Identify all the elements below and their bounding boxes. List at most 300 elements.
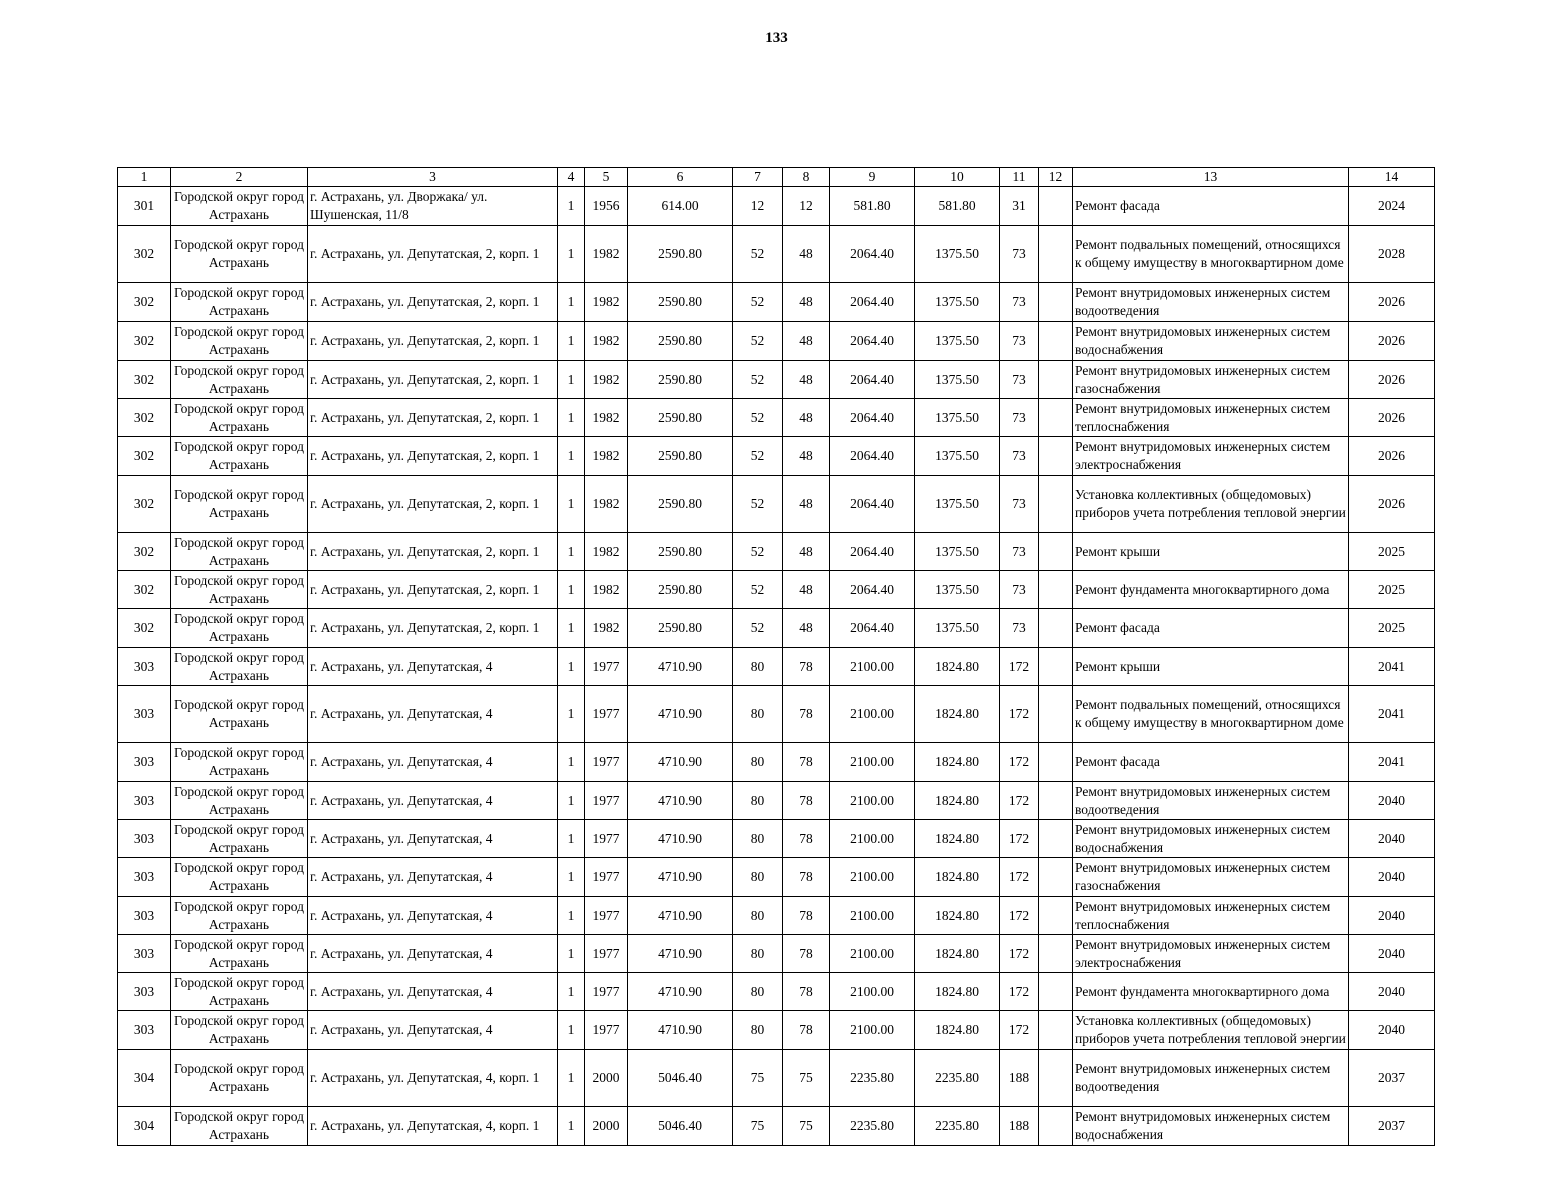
plan-year-cell: 2026 — [1349, 322, 1435, 361]
work-type-cell: Ремонт фундамента многоквартирного дома — [1073, 973, 1349, 1011]
col11-cell: 172 — [1000, 935, 1039, 973]
col11-cell: 172 — [1000, 648, 1039, 686]
work-type-cell: Ремонт внутридомовых инженерных систем электроснабжения — [1073, 935, 1349, 973]
area-total-cell: 4710.90 — [628, 858, 733, 897]
area-total-cell: 2590.80 — [628, 226, 733, 283]
municipality-cell: Городской округ город Астрахань — [171, 476, 308, 533]
col4-cell: 1 — [558, 399, 585, 437]
col10-cell: 1375.50 — [915, 322, 1000, 361]
col10-cell: 1375.50 — [915, 399, 1000, 437]
id-cell: 304 — [118, 1050, 171, 1107]
year-cell: 1982 — [585, 609, 628, 648]
col12-cell — [1039, 399, 1073, 437]
table-row — [118, 571, 1435, 609]
address-cell: г. Астрахань, ул. Депутатская, 4, корп. 1 — [308, 1107, 558, 1146]
municipality-cell: Городской округ город Астрахань — [171, 533, 308, 571]
id-cell: 302 — [118, 476, 171, 533]
col4-cell: 1 — [558, 571, 585, 609]
col11-cell: 73 — [1000, 571, 1039, 609]
col4-cell: 1 — [558, 1011, 585, 1050]
col9-cell: 2064.40 — [830, 437, 915, 476]
col10-cell: 1375.50 — [915, 609, 1000, 648]
header-cell: 9 — [830, 168, 915, 187]
table-row — [118, 1107, 1435, 1146]
plan-year-cell: 2041 — [1349, 686, 1435, 743]
id-cell: 303 — [118, 973, 171, 1011]
table-row — [118, 399, 1435, 437]
address-cell: г. Астрахань, ул. Депутатская, 4 — [308, 782, 558, 820]
col7-cell: 80 — [733, 782, 783, 820]
col4-cell: 1 — [558, 858, 585, 897]
col9-cell: 2064.40 — [830, 322, 915, 361]
col4-cell: 1 — [558, 476, 585, 533]
year-cell: 1977 — [585, 935, 628, 973]
year-cell: 1977 — [585, 686, 628, 743]
id-cell: 301 — [118, 187, 171, 226]
municipality-cell: Городской округ город Астрахань — [171, 743, 308, 782]
year-cell: 1977 — [585, 1011, 628, 1050]
work-type-cell: Ремонт внутридомовых инженерных систем теплоснабжения — [1073, 399, 1349, 437]
municipality-cell: Городской округ город Астрахань — [171, 187, 308, 226]
address-cell: г. Астрахань, ул. Депутатская, 4 — [308, 743, 558, 782]
work-type-cell: Ремонт фундамента многоквартирного дома — [1073, 571, 1349, 609]
year-cell: 1977 — [585, 820, 628, 858]
col7-cell: 52 — [733, 322, 783, 361]
plan-year-cell: 2026 — [1349, 476, 1435, 533]
municipality-cell: Городской округ город Астрахань — [171, 283, 308, 322]
col10-cell: 1824.80 — [915, 820, 1000, 858]
col4-cell: 1 — [558, 1107, 585, 1146]
col9-cell: 2100.00 — [830, 686, 915, 743]
col12-cell — [1039, 533, 1073, 571]
col7-cell: 80 — [733, 973, 783, 1011]
col9-cell: 2064.40 — [830, 283, 915, 322]
col12-cell — [1039, 226, 1073, 283]
table-row — [118, 686, 1435, 743]
col10-cell: 1824.80 — [915, 648, 1000, 686]
year-cell: 1982 — [585, 322, 628, 361]
col11-cell: 188 — [1000, 1050, 1039, 1107]
col12-cell — [1039, 1107, 1073, 1146]
col8-cell: 78 — [783, 973, 830, 1011]
col12-cell — [1039, 322, 1073, 361]
id-cell: 303 — [118, 858, 171, 897]
col9-cell: 2064.40 — [830, 361, 915, 399]
col7-cell: 80 — [733, 858, 783, 897]
municipality-cell: Городской округ город Астрахань — [171, 361, 308, 399]
id-cell: 302 — [118, 571, 171, 609]
col4-cell: 1 — [558, 533, 585, 571]
col8-cell: 78 — [783, 686, 830, 743]
col11-cell: 172 — [1000, 897, 1039, 935]
col10-cell: 1375.50 — [915, 361, 1000, 399]
table-row — [118, 226, 1435, 283]
id-cell: 302 — [118, 609, 171, 648]
col8-cell: 48 — [783, 571, 830, 609]
col12-cell — [1039, 187, 1073, 226]
col4-cell: 1 — [558, 437, 585, 476]
year-cell: 1982 — [585, 226, 628, 283]
header-cell: 12 — [1039, 168, 1073, 187]
col12-cell — [1039, 1011, 1073, 1050]
works-table — [117, 167, 1435, 1146]
table-row — [118, 283, 1435, 322]
col7-cell: 52 — [733, 609, 783, 648]
year-cell: 1982 — [585, 476, 628, 533]
col11-cell: 73 — [1000, 437, 1039, 476]
table-row — [118, 533, 1435, 571]
work-type-cell: Установка коллективных (общедомовых) приборов учета потребления тепловой энергии — [1073, 476, 1349, 533]
work-type-cell: Ремонт фасада — [1073, 743, 1349, 782]
municipality-cell: Городской округ город Астрахань — [171, 648, 308, 686]
address-cell: г. Астрахань, ул. Депутатская, 2, корп. 1 — [308, 226, 558, 283]
area-total-cell: 4710.90 — [628, 897, 733, 935]
col9-cell: 2100.00 — [830, 782, 915, 820]
col8-cell: 48 — [783, 399, 830, 437]
plan-year-cell: 2040 — [1349, 897, 1435, 935]
id-cell: 303 — [118, 648, 171, 686]
col12-cell — [1039, 1050, 1073, 1107]
work-type-cell: Ремонт внутридомовых инженерных систем водоотведения — [1073, 1050, 1349, 1107]
work-type-cell: Ремонт внутридомовых инженерных систем газоснабжения — [1073, 858, 1349, 897]
col9-cell: 2064.40 — [830, 533, 915, 571]
area-total-cell: 4710.90 — [628, 1011, 733, 1050]
plan-year-cell: 2040 — [1349, 1011, 1435, 1050]
address-cell: г. Астрахань, ул. Депутатская, 2, корп. 1 — [308, 476, 558, 533]
col10-cell: 1824.80 — [915, 935, 1000, 973]
plan-year-cell: 2025 — [1349, 609, 1435, 648]
col8-cell: 75 — [783, 1107, 830, 1146]
year-cell: 2000 — [585, 1050, 628, 1107]
area-total-cell: 4710.90 — [628, 686, 733, 743]
col11-cell: 172 — [1000, 858, 1039, 897]
col12-cell — [1039, 686, 1073, 743]
area-total-cell: 2590.80 — [628, 437, 733, 476]
work-type-cell: Ремонт крыши — [1073, 648, 1349, 686]
id-cell: 303 — [118, 897, 171, 935]
col9-cell: 2100.00 — [830, 935, 915, 973]
col7-cell: 52 — [733, 283, 783, 322]
col10-cell: 1375.50 — [915, 533, 1000, 571]
year-cell: 1982 — [585, 437, 628, 476]
col10-cell: 1375.50 — [915, 283, 1000, 322]
address-cell: г. Астрахань, ул. Депутатская, 4 — [308, 1011, 558, 1050]
col7-cell: 80 — [733, 1011, 783, 1050]
col9-cell: 2100.00 — [830, 1011, 915, 1050]
area-total-cell: 4710.90 — [628, 820, 733, 858]
col10-cell: 2235.80 — [915, 1107, 1000, 1146]
area-total-cell: 2590.80 — [628, 361, 733, 399]
table-header-row — [118, 168, 1435, 187]
address-cell: г. Астрахань, ул. Депутатская, 2, корп. 1 — [308, 571, 558, 609]
col7-cell: 52 — [733, 399, 783, 437]
area-total-cell: 4710.90 — [628, 648, 733, 686]
municipality-cell: Городской округ город Астрахань — [171, 820, 308, 858]
year-cell: 1977 — [585, 897, 628, 935]
address-cell: г. Астрахань, ул. Депутатская, 2, корп. 1 — [308, 399, 558, 437]
plan-year-cell: 2041 — [1349, 648, 1435, 686]
area-total-cell: 2590.80 — [628, 476, 733, 533]
year-cell: 1982 — [585, 361, 628, 399]
col4-cell: 1 — [558, 820, 585, 858]
plan-year-cell: 2040 — [1349, 820, 1435, 858]
municipality-cell: Городской округ город Астрахань — [171, 686, 308, 743]
address-cell: г. Астрахань, ул. Депутатская, 4 — [308, 858, 558, 897]
header-cell: 5 — [585, 168, 628, 187]
table-row — [118, 437, 1435, 476]
year-cell: 1977 — [585, 782, 628, 820]
table-row — [118, 858, 1435, 897]
address-cell: г. Астрахань, ул. Депутатская, 4 — [308, 686, 558, 743]
col10-cell: 1824.80 — [915, 686, 1000, 743]
year-cell: 1956 — [585, 187, 628, 226]
header-cell: 3 — [308, 168, 558, 187]
col7-cell: 52 — [733, 533, 783, 571]
work-type-cell: Установка коллективных (общедомовых) приборов учета потребления тепловой энергии — [1073, 1011, 1349, 1050]
col8-cell: 12 — [783, 187, 830, 226]
id-cell: 302 — [118, 226, 171, 283]
col11-cell: 73 — [1000, 361, 1039, 399]
area-total-cell: 4710.90 — [628, 782, 733, 820]
col4-cell: 1 — [558, 187, 585, 226]
col10-cell: 1375.50 — [915, 437, 1000, 476]
year-cell: 1977 — [585, 743, 628, 782]
plan-year-cell: 2040 — [1349, 973, 1435, 1011]
col9-cell: 2100.00 — [830, 897, 915, 935]
municipality-cell: Городской округ город Астрахань — [171, 973, 308, 1011]
municipality-cell: Городской округ город Астрахань — [171, 858, 308, 897]
col4-cell: 1 — [558, 322, 585, 361]
col9-cell: 581.80 — [830, 187, 915, 226]
header-cell: 14 — [1349, 168, 1435, 187]
col9-cell: 2100.00 — [830, 648, 915, 686]
address-cell: г. Астрахань, ул. Депутатская, 2, корп. 1 — [308, 283, 558, 322]
table-row — [118, 935, 1435, 973]
col10-cell: 2235.80 — [915, 1050, 1000, 1107]
col11-cell: 73 — [1000, 226, 1039, 283]
year-cell: 1977 — [585, 973, 628, 1011]
id-cell: 302 — [118, 533, 171, 571]
col10-cell: 1824.80 — [915, 897, 1000, 935]
table-row — [118, 322, 1435, 361]
col11-cell: 73 — [1000, 283, 1039, 322]
address-cell: г. Астрахань, ул. Депутатская, 4 — [308, 897, 558, 935]
id-cell: 302 — [118, 322, 171, 361]
work-type-cell: Ремонт фасада — [1073, 609, 1349, 648]
municipality-cell: Городской округ город Астрахань — [171, 399, 308, 437]
header-cell: 2 — [171, 168, 308, 187]
year-cell: 1982 — [585, 399, 628, 437]
col11-cell: 172 — [1000, 1011, 1039, 1050]
plan-year-cell: 2037 — [1349, 1107, 1435, 1146]
col11-cell: 172 — [1000, 820, 1039, 858]
plan-year-cell: 2040 — [1349, 858, 1435, 897]
col12-cell — [1039, 437, 1073, 476]
plan-year-cell: 2026 — [1349, 283, 1435, 322]
col12-cell — [1039, 973, 1073, 1011]
col7-cell: 52 — [733, 361, 783, 399]
col12-cell — [1039, 571, 1073, 609]
col11-cell: 73 — [1000, 399, 1039, 437]
plan-year-cell: 2028 — [1349, 226, 1435, 283]
work-type-cell: Ремонт внутридомовых инженерных систем водоснабжения — [1073, 1107, 1349, 1146]
col12-cell — [1039, 609, 1073, 648]
municipality-cell: Городской округ город Астрахань — [171, 437, 308, 476]
col11-cell: 73 — [1000, 533, 1039, 571]
plan-year-cell: 2026 — [1349, 361, 1435, 399]
address-cell: г. Астрахань, ул. Дворжака/ ул. Шушенская, 11/8 — [308, 187, 558, 226]
col11-cell: 172 — [1000, 973, 1039, 1011]
col12-cell — [1039, 897, 1073, 935]
id-cell: 302 — [118, 283, 171, 322]
col10-cell: 1824.80 — [915, 1011, 1000, 1050]
col9-cell: 2064.40 — [830, 226, 915, 283]
col9-cell: 2064.40 — [830, 399, 915, 437]
header-cell: 13 — [1073, 168, 1349, 187]
col4-cell: 1 — [558, 283, 585, 322]
col9-cell: 2100.00 — [830, 973, 915, 1011]
header-cell: 10 — [915, 168, 1000, 187]
col7-cell: 80 — [733, 820, 783, 858]
area-total-cell: 2590.80 — [628, 609, 733, 648]
table-row — [118, 361, 1435, 399]
col4-cell: 1 — [558, 897, 585, 935]
work-type-cell: Ремонт подвальных помещений, относящихся к общему имуществу в многоквартирном доме — [1073, 686, 1349, 743]
area-total-cell: 2590.80 — [628, 283, 733, 322]
table-row — [118, 1011, 1435, 1050]
col12-cell — [1039, 820, 1073, 858]
plan-year-cell: 2026 — [1349, 399, 1435, 437]
page-number: 133 — [765, 30, 788, 46]
header-cell: 1 — [118, 168, 171, 187]
col9-cell: 2100.00 — [830, 820, 915, 858]
col4-cell: 1 — [558, 226, 585, 283]
address-cell: г. Астрахань, ул. Депутатская, 4 — [308, 820, 558, 858]
address-cell: г. Астрахань, ул. Депутатская, 2, корп. 1 — [308, 533, 558, 571]
table-row — [118, 187, 1435, 226]
address-cell: г. Астрахань, ул. Депутатская, 2, корп. 1 — [308, 322, 558, 361]
col8-cell: 48 — [783, 533, 830, 571]
work-type-cell: Ремонт внутридомовых инженерных систем водоснабжения — [1073, 820, 1349, 858]
col11-cell: 73 — [1000, 322, 1039, 361]
table-row — [118, 782, 1435, 820]
table-row — [118, 476, 1435, 533]
col7-cell: 80 — [733, 935, 783, 973]
col12-cell — [1039, 858, 1073, 897]
col11-cell: 172 — [1000, 686, 1039, 743]
col11-cell: 73 — [1000, 476, 1039, 533]
header-cell: 7 — [733, 168, 783, 187]
municipality-cell: Городской округ город Астрахань — [171, 571, 308, 609]
col12-cell — [1039, 476, 1073, 533]
col7-cell: 80 — [733, 648, 783, 686]
col10-cell: 1375.50 — [915, 571, 1000, 609]
col7-cell: 75 — [733, 1107, 783, 1146]
col4-cell: 1 — [558, 743, 585, 782]
col8-cell: 78 — [783, 820, 830, 858]
id-cell: 302 — [118, 437, 171, 476]
col8-cell: 78 — [783, 858, 830, 897]
col8-cell: 78 — [783, 935, 830, 973]
table-row — [118, 973, 1435, 1011]
col10-cell: 1824.80 — [915, 782, 1000, 820]
col8-cell: 48 — [783, 226, 830, 283]
col7-cell: 52 — [733, 476, 783, 533]
header-cell: 8 — [783, 168, 830, 187]
col7-cell: 80 — [733, 897, 783, 935]
plan-year-cell: 2041 — [1349, 743, 1435, 782]
col10-cell: 1375.50 — [915, 476, 1000, 533]
id-cell: 303 — [118, 743, 171, 782]
address-cell: г. Астрахань, ул. Депутатская, 4 — [308, 648, 558, 686]
col9-cell: 2064.40 — [830, 571, 915, 609]
col8-cell: 48 — [783, 322, 830, 361]
work-type-cell: Ремонт подвальных помещений, относящихся к общему имуществу в многоквартирном доме — [1073, 226, 1349, 283]
col12-cell — [1039, 782, 1073, 820]
area-total-cell: 4710.90 — [628, 935, 733, 973]
plan-year-cell: 2040 — [1349, 935, 1435, 973]
col12-cell — [1039, 283, 1073, 322]
col4-cell: 1 — [558, 648, 585, 686]
plan-year-cell: 2037 — [1349, 1050, 1435, 1107]
work-type-cell: Ремонт фасада — [1073, 187, 1349, 226]
area-total-cell: 5046.40 — [628, 1050, 733, 1107]
municipality-cell: Городской округ город Астрахань — [171, 935, 308, 973]
col7-cell: 75 — [733, 1050, 783, 1107]
area-total-cell: 614.00 — [628, 187, 733, 226]
col7-cell: 80 — [733, 743, 783, 782]
col10-cell: 1375.50 — [915, 226, 1000, 283]
col12-cell — [1039, 743, 1073, 782]
col12-cell — [1039, 935, 1073, 973]
header-cell: 4 — [558, 168, 585, 187]
address-cell: г. Астрахань, ул. Депутатская, 4 — [308, 935, 558, 973]
col4-cell: 1 — [558, 1050, 585, 1107]
work-type-cell: Ремонт внутридомовых инженерных систем водоснабжения — [1073, 322, 1349, 361]
municipality-cell: Городской округ город Астрахань — [171, 322, 308, 361]
col7-cell: 52 — [733, 226, 783, 283]
address-cell: г. Астрахань, ул. Депутатская, 4 — [308, 973, 558, 1011]
col8-cell: 78 — [783, 743, 830, 782]
work-type-cell: Ремонт внутридомовых инженерных систем водоотведения — [1073, 782, 1349, 820]
address-cell: г. Астрахань, ул. Депутатская, 2, корп. 1 — [308, 361, 558, 399]
area-total-cell: 4710.90 — [628, 743, 733, 782]
col10-cell: 1824.80 — [915, 858, 1000, 897]
area-total-cell: 2590.80 — [628, 322, 733, 361]
col4-cell: 1 — [558, 935, 585, 973]
col8-cell: 48 — [783, 437, 830, 476]
year-cell: 2000 — [585, 1107, 628, 1146]
work-type-cell: Ремонт внутридомовых инженерных систем водоотведения — [1073, 283, 1349, 322]
year-cell: 1977 — [585, 858, 628, 897]
col9-cell: 2100.00 — [830, 858, 915, 897]
col8-cell: 78 — [783, 1011, 830, 1050]
work-type-cell: Ремонт крыши — [1073, 533, 1349, 571]
col4-cell: 1 — [558, 609, 585, 648]
municipality-cell: Городской округ город Астрахань — [171, 609, 308, 648]
plan-year-cell: 2024 — [1349, 187, 1435, 226]
year-cell: 1982 — [585, 533, 628, 571]
area-total-cell: 2590.80 — [628, 399, 733, 437]
col8-cell: 78 — [783, 897, 830, 935]
col10-cell: 1824.80 — [915, 973, 1000, 1011]
header-cell: 6 — [628, 168, 733, 187]
work-type-cell: Ремонт внутридомовых инженерных систем газоснабжения — [1073, 361, 1349, 399]
table-row — [118, 648, 1435, 686]
col8-cell: 75 — [783, 1050, 830, 1107]
municipality-cell: Городской округ город Астрахань — [171, 1107, 308, 1146]
id-cell: 304 — [118, 1107, 171, 1146]
